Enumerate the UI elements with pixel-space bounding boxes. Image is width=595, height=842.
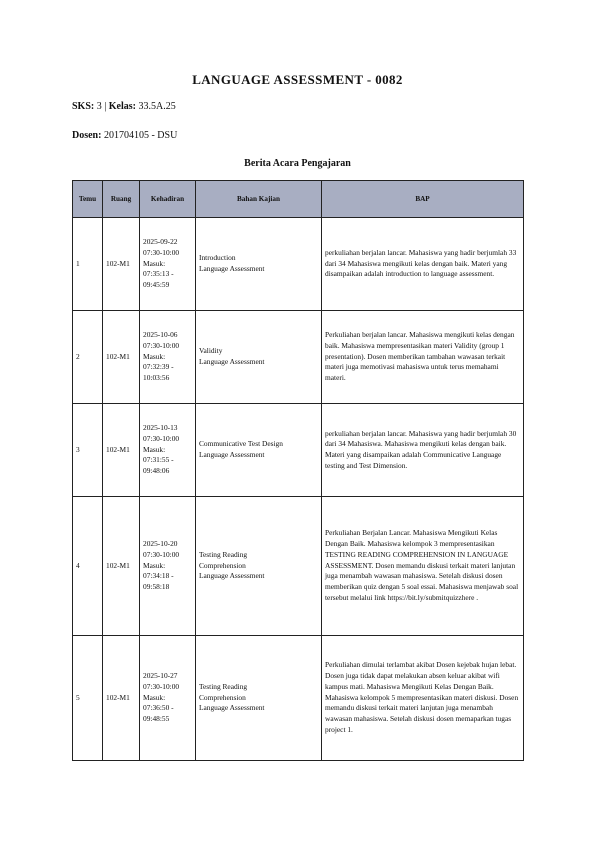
attendance-time: Masuk: 07:31:55 - 09:48:06 [143, 444, 174, 476]
cell-ruang: 102-M1 [103, 497, 140, 636]
cell-bap: Perkuliahan berjalan lancar. Mahasiswa mengikuti kelas dengan baik. Mahasiswa mempresentasikan materi Validity (group 1 presentation). Dosen memberikan tambahan wawasan terkait materi juga memotivasi mahasiswa untuk terus memahami materi. [322, 311, 524, 404]
topic-line: Language Assessment [199, 450, 265, 459]
table-row [73, 311, 524, 404]
column-header-kehadiran: Kehadiran [140, 181, 196, 218]
session-time: 07:30-10:00 [143, 340, 180, 350]
cell-temu: 1 [73, 218, 103, 311]
topic-line: Comprehension [199, 560, 246, 570]
table-row [73, 497, 524, 636]
session-date: 2025-10-13 [143, 423, 178, 433]
section-title: Berita Acara Pengajaran [244, 158, 351, 169]
cell-bahan-kajian [196, 218, 322, 311]
sks-label: SKS: [72, 101, 95, 112]
topic-line: Validity [199, 346, 223, 356]
topic-line: Communicative Test Design [199, 439, 283, 449]
session-time: 07:30-10:00 [143, 247, 180, 257]
topic-line: Comprehension [199, 692, 246, 702]
cell-bap: perkuliahan berjalan lancar. Mahasiswa yang hadir berjumlah 33 dari 34 Mahasiswa mengikuti kelas dengan baik. Materi yang disampaikan adalah introduction to language assessment. [322, 218, 524, 311]
cell-bahan-kajian [196, 497, 322, 636]
cell-bahan-kajian [196, 311, 322, 404]
cell-ruang: 102-M1 [103, 404, 140, 497]
session-time: 07:30-10:00 [143, 549, 180, 559]
topic-line: Language Assessment [199, 571, 265, 581]
cell-ruang: 102-M1 [103, 311, 140, 404]
column-header-ruang: Ruang [103, 181, 140, 218]
sks-value: 3 | [94, 101, 109, 112]
cell-temu: 5 [73, 636, 103, 761]
attendance-time: Masuk: 07:32:39 - 10:03:56 [143, 351, 174, 383]
cell-temu: 3 [73, 404, 103, 497]
bap-table [72, 180, 524, 761]
session-date: 2025-10-20 [143, 539, 178, 549]
session-date: 2025-09-22 [143, 237, 178, 247]
topic-line: Testing Reading [199, 549, 248, 559]
topic-line: Language Assessment [199, 357, 265, 366]
topic-line: Testing Reading [199, 681, 248, 691]
attendance-time: Masuk: 07:35:13 - 09:45:59 [143, 258, 174, 290]
cell-temu: 4 [73, 497, 103, 636]
cell-kehadiran [140, 636, 196, 761]
topic-line: Language Assessment [199, 703, 265, 713]
cell-kehadiran [140, 404, 196, 497]
kelas-value: 33.5A.25 [135, 101, 176, 112]
cell-ruang: 102-M1 [103, 636, 140, 761]
attendance-time: Masuk: 07:34:18 - 09:58:18 [143, 560, 174, 592]
cell-bahan-kajian [196, 636, 322, 761]
lecturer-meta [72, 130, 177, 141]
attendance-time: Masuk: 07:36:50 - 09:48:55 [143, 692, 174, 724]
column-header-bahan-kajian: Bahan Kajian [196, 181, 322, 218]
cell-ruang: 102-M1 [103, 218, 140, 311]
session-time: 07:30-10:00 [143, 681, 180, 691]
dosen-label: Dosen: [72, 130, 102, 141]
kelas-label: Kelas: [108, 101, 136, 112]
document-title: LANGUAGE ASSESSMENT - 0082 [192, 72, 403, 87]
session-time: 07:30-10:00 [143, 433, 180, 443]
cell-temu: 2 [73, 311, 103, 404]
table-header-row [73, 181, 524, 218]
cell-kehadiran [140, 497, 196, 636]
cell-bap: Perkuliahan dimulai terlambat akibat Dosen kejebak hujan lebat. Dosen juga tidak dapat melakukan absen keluar akibat wifi kampus mati. Mahasiswa Mengikuti Kelas Dengan Baik. Mahasiswa kelompok 5 mempresentasikan materi diskusi. Dosen memandu diskusi terkait materi lanjutan juga menambah wawasan mahasiswa. Setelah diskusi dosen memaparkan tugas project 1. [322, 636, 524, 761]
session-date: 2025-10-27 [143, 671, 178, 681]
cell-bap: Perkuliahan Berjalan Lancar. Mahasiswa Mengikuti Kelas Dengan Baik. Mahasiswa kelompok 3 mempresentasikan TESTING READING COMPREHENSION IN LANGUAGE ASSESSMENT. Dosen memandu diskusi terkait materi lanjutan juga menambah wawasan mahasiswa. Setelah diskusi dosen memberikan quiz dengan 5 soal essai. Mahasiswa menjawab soal tersebut melalui link https://bit.ly/submitquizzhere . [322, 497, 524, 636]
cell-kehadiran [140, 218, 196, 311]
topic-line: Introduction [199, 253, 236, 263]
session-date: 2025-10-06 [143, 330, 178, 340]
dosen-value: 201704105 - DSU [101, 130, 178, 141]
cell-kehadiran [140, 311, 196, 404]
column-header-temu: Temu [73, 181, 103, 218]
topic-line: Language Assessment [199, 264, 265, 273]
cell-bap: perkuliahan berjalan lancar. Mahasiswa yang hadir berjumlah 30 dari 34 Mahasiswa. Mahasiswa mengikuti kelas dengan baik. Materi yang disampaikan adalah Communicative Language testing and Test Dimension. [322, 404, 524, 497]
table-row [73, 218, 524, 311]
column-header-bap: BAP [322, 181, 524, 218]
cell-bahan-kajian [196, 404, 322, 497]
table-row [73, 636, 524, 761]
course-meta [72, 101, 176, 112]
table-row [73, 404, 524, 497]
